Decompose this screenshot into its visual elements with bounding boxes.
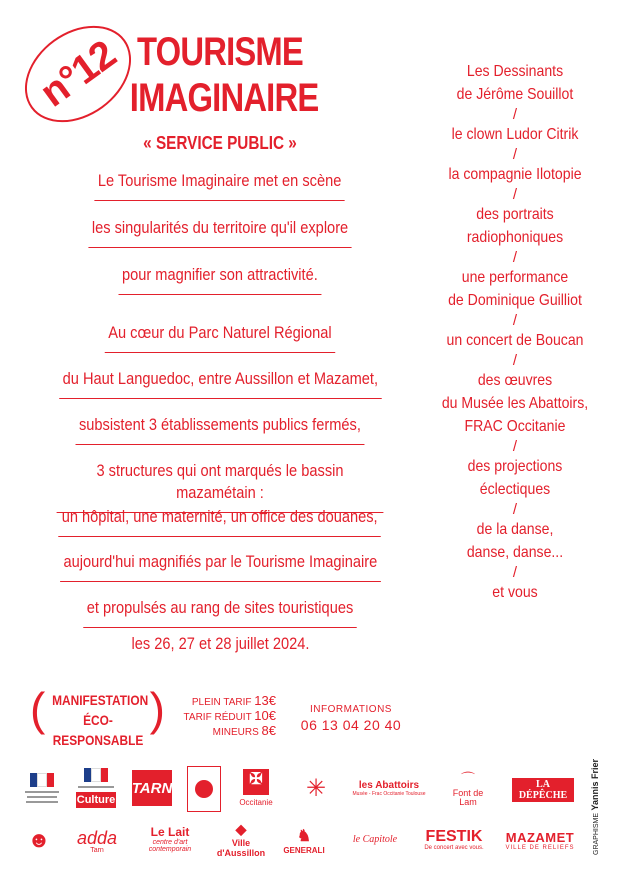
program-item: Les Dessinants: [466, 63, 564, 80]
price-full: PLEIN TARIF 13€: [191, 693, 276, 708]
body-line: du Haut Languedoc, entre Aussillon et Mazamet,: [30, 368, 410, 399]
body-line: et propulsés au rang de sites touristiques: [30, 597, 410, 628]
price-minors: MINEURS 8€: [212, 723, 276, 738]
program-list: [425, 60, 605, 604]
republique-logo: [22, 766, 62, 810]
mountain-icon: ⌒: [461, 771, 475, 787]
subtitle: « SERVICE PUBLIC »: [143, 133, 297, 153]
info-phone[interactable]: 06 13 04 20 40: [300, 717, 402, 733]
depeche-logo: LA DÉPÊCHE: [512, 778, 574, 802]
body-line: Au cœur du Parc Naturel Régional: [30, 322, 410, 353]
occitanie-logo: ✠ Occitanie: [239, 771, 273, 807]
festik-logo: FESTIK De concert avec vous.: [424, 828, 484, 851]
lion-icon: ♞: [296, 827, 312, 845]
intro-line: Le Tourisme Imaginaire met en scène: [30, 170, 410, 201]
program-item: FRAC Occitanie: [464, 418, 566, 435]
program-separator: /: [512, 501, 518, 518]
program-item: éclectiques: [479, 481, 551, 498]
program-item: un concert de Boucan: [446, 332, 584, 349]
program-item: de Jérôme Souillot: [456, 86, 574, 103]
body-line: un hôpital, une maternité, un office des douanes,: [30, 506, 410, 537]
body-line: subsistent 3 établissements publics fermés,: [30, 414, 410, 445]
mascot-logo: ☻: [27, 827, 51, 852]
tarn-logo: TARN: [132, 770, 172, 806]
adda-logo: adda Tarn: [76, 827, 118, 854]
program-separator: /: [512, 186, 518, 203]
program-item: et vous: [492, 584, 538, 601]
body-line: les 26, 27 et 28 juillet 2024.: [130, 634, 309, 653]
mazamet-logo: MAZAMET VILLE DE RELIEFS: [505, 829, 575, 851]
body-line: 3 structures qui ont marqués le bassin mazamétain :: [30, 460, 410, 513]
lelait-logo: Le Lait centre d'art contemporain: [148, 825, 192, 853]
program-item: de Dominique Guilliot: [448, 292, 582, 309]
issue-badge: [6, 6, 149, 142]
drop-icon: ◆: [235, 820, 247, 837]
program-item: du Musée les Abattoirs,: [441, 395, 589, 412]
generali-logo: ♞ GENERALI: [283, 827, 325, 855]
culture-logo: Culture: [76, 766, 116, 810]
title-line-2: IMAGINAIRE: [129, 76, 319, 120]
program-separator: /: [512, 146, 518, 163]
price-list: [176, 694, 276, 739]
eco-line-1: MANIFESTATION: [52, 692, 149, 708]
aussillon-logo: ◆ Ville d'Aussillon: [216, 820, 266, 858]
program-item: une performance: [461, 269, 569, 286]
paren-left: (: [30, 683, 46, 735]
credit: GRAPHISME Yannis Frier: [590, 758, 600, 855]
program-separator: /: [512, 438, 518, 455]
intro-line: pour magnifier son attractivité.: [30, 264, 410, 295]
intro-line: les singularités du territoire qu'il explore: [30, 217, 410, 248]
program-item: de la danse,: [476, 521, 554, 538]
program-separator: /: [512, 312, 518, 329]
program-separator: /: [512, 564, 518, 581]
capitole-logo: le Capitole: [352, 833, 398, 845]
abattoirs-logo: les Abattoirs Musée - Frac Occitanie Toulouse: [352, 779, 426, 797]
issue-number: n°12: [32, 32, 124, 116]
program-item: la compagnie Ilotopie: [448, 166, 582, 183]
body-line: aujourd'hui magnifiés par le Tourisme Imaginaire: [30, 551, 410, 582]
program-item: des projections: [467, 458, 563, 475]
program-item: danse, danse...: [466, 544, 564, 561]
info-block: [296, 704, 406, 733]
program-separator: /: [512, 249, 518, 266]
title-line-1: TOURISME: [137, 30, 303, 74]
cnc-logo: ✳: [305, 774, 327, 802]
paren-right: ): [149, 683, 165, 735]
price-reduced: TARIF RÉDUIT 10€: [183, 708, 276, 723]
parc-logo: [187, 766, 221, 812]
eco-line-2: ÉCO-RESPONSABLE: [52, 712, 144, 748]
program-separator: /: [512, 352, 518, 369]
font-de-lam-logo: ⌒ Font de Lam: [452, 771, 484, 807]
program-item: des œuvres: [477, 372, 553, 389]
program-item: le clown Ludor Citrik: [451, 126, 579, 143]
eco-badge: [30, 683, 165, 748]
program-separator: /: [512, 106, 518, 123]
cross-icon: ✠: [243, 769, 269, 795]
program-item: radiophoniques: [466, 229, 564, 246]
program-item: des portraits: [476, 206, 554, 223]
info-label: INFORMATIONS: [310, 704, 392, 715]
